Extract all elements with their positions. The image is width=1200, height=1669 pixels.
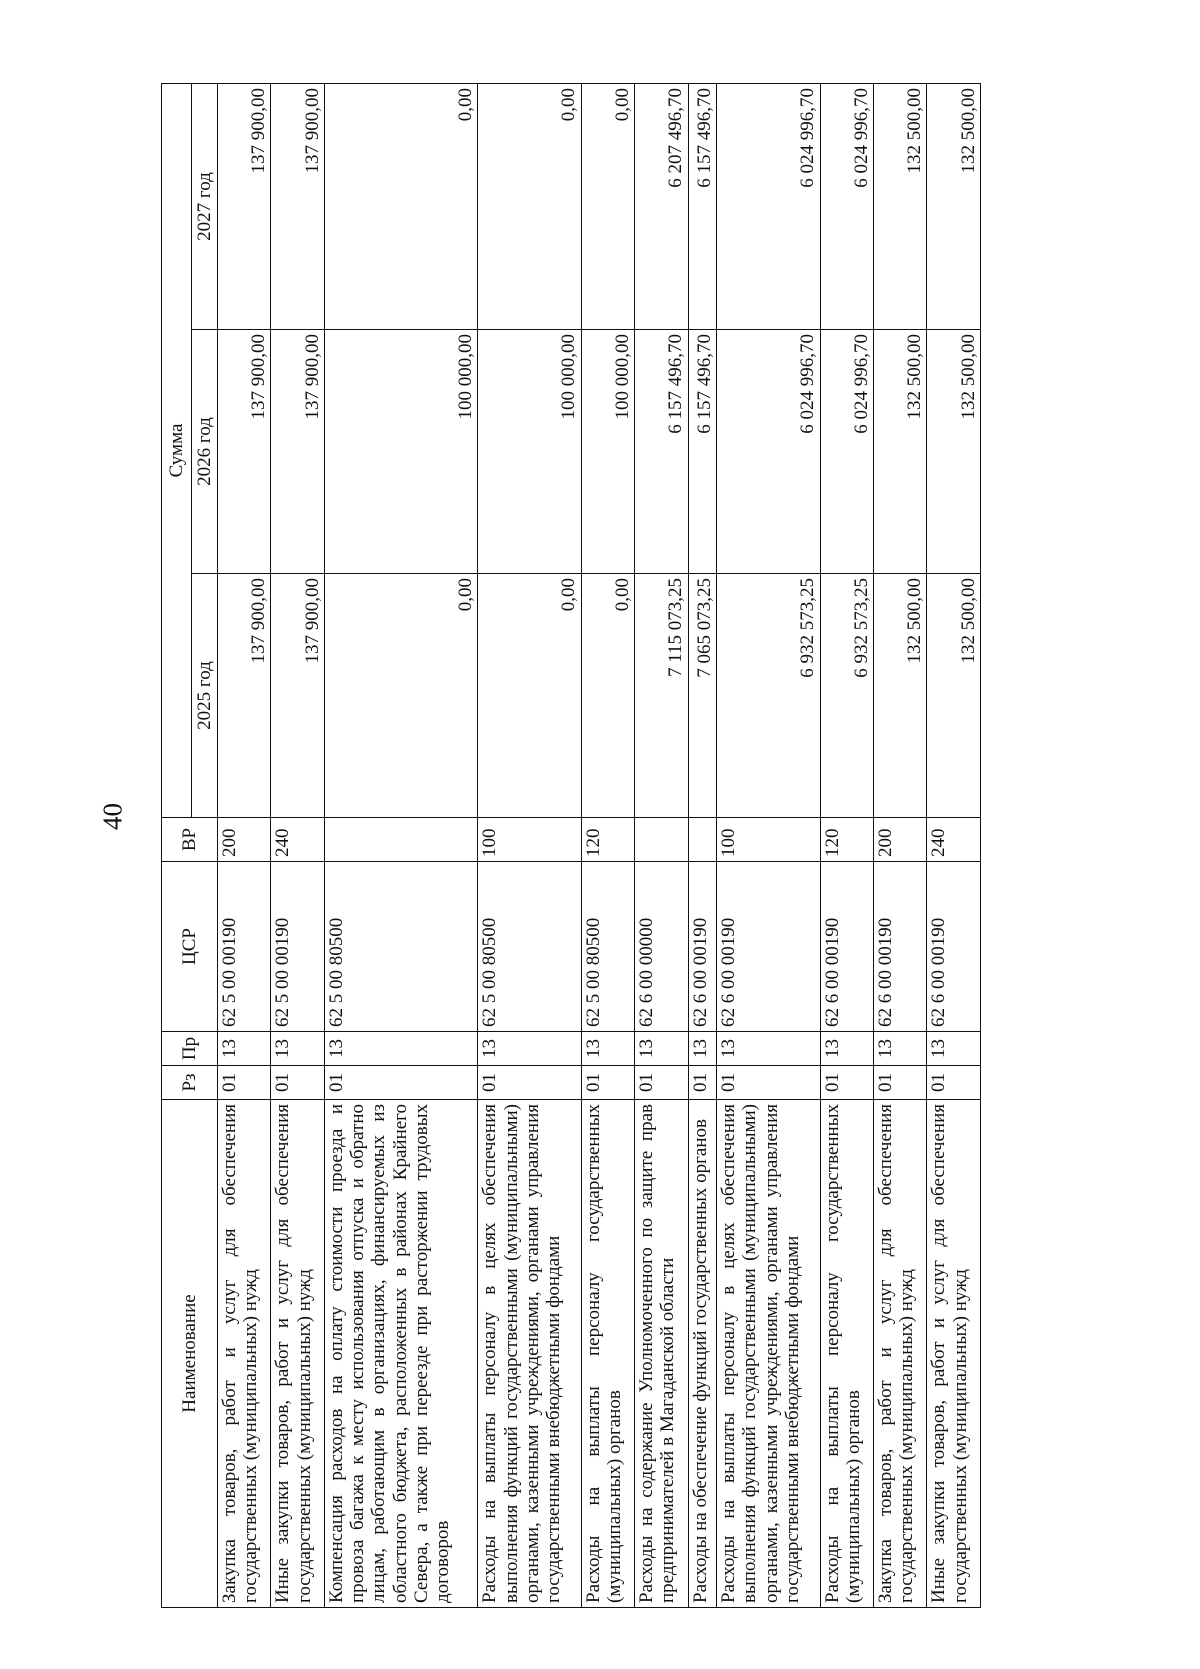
table-row <box>324 84 477 1608</box>
cell-2025: 6 932 573,25 <box>717 574 820 818</box>
cell-2026: 100 000,00 <box>478 330 581 574</box>
header-rz: Рз <box>162 1066 218 1100</box>
cell-csr: 62 5 00 00190 <box>271 862 324 1032</box>
cell-pr: 13 <box>271 1032 324 1066</box>
cell-pr: 13 <box>688 1032 716 1066</box>
cell-rz: 01 <box>271 1066 324 1100</box>
cell-name: Расходы на выплаты персоналу государственных (муниципальных) органов <box>581 1100 634 1608</box>
header-vr: ВР <box>162 818 218 862</box>
cell-2027: 0,00 <box>581 84 634 330</box>
table-row <box>635 84 688 1608</box>
cell-vr <box>324 818 477 862</box>
cell-2027: 137 900,00 <box>271 84 324 330</box>
cell-2025: 6 932 573,25 <box>820 574 873 818</box>
cell-name: Расходы на содержание Уполномоченного по защите прав предпринимателей в Магаданской области <box>635 1100 688 1608</box>
cell-rz: 01 <box>820 1066 873 1100</box>
cell-pr: 13 <box>927 1032 981 1066</box>
table-row <box>927 84 981 1608</box>
cell-csr: 62 6 00 00190 <box>820 862 873 1032</box>
cell-csr: 62 5 00 80500 <box>478 862 581 1032</box>
budget-table <box>161 83 981 1608</box>
header-2027: 2027 год <box>192 84 218 330</box>
cell-pr: 13 <box>581 1032 634 1066</box>
table-row <box>874 84 927 1608</box>
cell-2027: 132 500,00 <box>874 84 927 330</box>
cell-2025: 137 900,00 <box>271 574 324 818</box>
cell-2025: 0,00 <box>324 574 477 818</box>
cell-2026: 6 157 496,70 <box>688 330 716 574</box>
cell-vr: 120 <box>581 818 634 862</box>
cell-vr: 100 <box>478 818 581 862</box>
cell-vr <box>688 818 716 862</box>
cell-2026: 6 024 996,70 <box>820 330 873 574</box>
cell-2025: 0,00 <box>581 574 634 818</box>
cell-2027: 137 900,00 <box>218 84 271 330</box>
table-header <box>162 84 218 1608</box>
cell-name: Расходы на выплаты персоналу в целях обеспечения выполнения функций государственными (муниципальными) органами, казенными учреждениями, органами управления государственными внебюджетными фондами <box>478 1100 581 1608</box>
cell-pr: 13 <box>478 1032 581 1066</box>
cell-2025: 0,00 <box>478 574 581 818</box>
header-2026: 2026 год <box>192 330 218 574</box>
cell-2027: 132 500,00 <box>927 84 981 330</box>
cell-csr: 62 5 00 80500 <box>581 862 634 1032</box>
cell-2025: 132 500,00 <box>874 574 927 818</box>
budget-table-wrapper <box>161 84 981 1608</box>
cell-name: Компенсация расходов на оплату стоимости проезда и провоза багажа к месту использования отпуска и обратно лицам, работающим в организациях, финансируемых из областного бюджета, расположенных в районах Крайнего Севера, а также при переезде при расторжении трудовых договоров <box>324 1100 477 1608</box>
cell-2026: 132 500,00 <box>927 330 981 574</box>
cell-rz: 01 <box>218 1066 271 1100</box>
cell-rz: 01 <box>478 1066 581 1100</box>
cell-2027: 6 157 496,70 <box>688 84 716 330</box>
cell-pr: 13 <box>874 1032 927 1066</box>
cell-vr: 120 <box>820 818 873 862</box>
cell-2027: 6 207 496,70 <box>635 84 688 330</box>
header-csr: ЦСР <box>162 862 218 1032</box>
cell-pr: 13 <box>218 1032 271 1066</box>
cell-rz: 01 <box>324 1066 477 1100</box>
cell-2025: 137 900,00 <box>218 574 271 818</box>
header-pr: Пр <box>162 1032 218 1066</box>
cell-2025: 7 115 073,25 <box>635 574 688 818</box>
cell-name: Иные закупки товаров, работ и услуг для обеспечения государственных (муниципальных) нужд <box>271 1100 324 1608</box>
cell-name: Закупка товаров, работ и услуг для обеспечения государственных (муниципальных) нужд <box>874 1100 927 1608</box>
page-number: 40 <box>97 803 128 830</box>
cell-csr: 62 6 00 00190 <box>927 862 981 1032</box>
cell-pr: 13 <box>635 1032 688 1066</box>
cell-name: Закупка товаров, работ и услуг для обеспечения государственных (муниципальных) нужд <box>218 1100 271 1608</box>
cell-2025: 132 500,00 <box>927 574 981 818</box>
cell-csr: 62 6 00 00190 <box>874 862 927 1032</box>
cell-pr: 13 <box>820 1032 873 1066</box>
cell-csr: 62 5 00 80500 <box>324 862 477 1032</box>
cell-rz: 01 <box>874 1066 927 1100</box>
cell-name: Расходы на выплаты персоналу в целях обеспечения выполнения функций государственными (муниципальными) органами, казенными учреждениями, органами управления государственными внебюджетными фондами <box>717 1100 820 1608</box>
header-sum: Сумма <box>162 84 192 818</box>
cell-csr: 62 6 00 00000 <box>635 862 688 1032</box>
cell-pr: 13 <box>324 1032 477 1066</box>
table-body <box>218 84 981 1608</box>
cell-csr: 62 6 00 00190 <box>717 862 820 1032</box>
cell-vr: 100 <box>717 818 820 862</box>
cell-name: Расходы на обеспечение функций государственных органов <box>688 1100 716 1608</box>
table-row <box>688 84 716 1608</box>
cell-pr: 13 <box>717 1032 820 1066</box>
cell-csr: 62 6 00 00190 <box>688 862 716 1032</box>
cell-vr <box>635 818 688 862</box>
cell-2026: 6 157 496,70 <box>635 330 688 574</box>
cell-rz: 01 <box>717 1066 820 1100</box>
table-row <box>271 84 324 1608</box>
cell-2027: 6 024 996,70 <box>717 84 820 330</box>
cell-2027: 6 024 996,70 <box>820 84 873 330</box>
cell-2027: 0,00 <box>324 84 477 330</box>
cell-2026: 6 024 996,70 <box>717 330 820 574</box>
table-row <box>478 84 581 1608</box>
cell-2026: 137 900,00 <box>218 330 271 574</box>
table-row <box>581 84 634 1608</box>
cell-vr: 200 <box>874 818 927 862</box>
cell-vr: 200 <box>218 818 271 862</box>
cell-rz: 01 <box>927 1066 981 1100</box>
cell-vr: 240 <box>927 818 981 862</box>
cell-2027: 0,00 <box>478 84 581 330</box>
cell-2026: 100 000,00 <box>324 330 477 574</box>
cell-2025: 7 065 073,25 <box>688 574 716 818</box>
cell-csr: 62 5 00 00190 <box>218 862 271 1032</box>
cell-2026: 137 900,00 <box>271 330 324 574</box>
cell-name: Иные закупки товаров, работ и услуг для обеспечения государственных (муниципальных) нужд <box>927 1100 981 1608</box>
cell-vr: 240 <box>271 818 324 862</box>
cell-rz: 01 <box>581 1066 634 1100</box>
table-row <box>820 84 873 1608</box>
cell-rz: 01 <box>635 1066 688 1100</box>
cell-2026: 132 500,00 <box>874 330 927 574</box>
header-2025: 2025 год <box>192 574 218 818</box>
table-row <box>218 84 271 1608</box>
cell-rz: 01 <box>688 1066 716 1100</box>
header-name: Наименование <box>162 1100 218 1608</box>
cell-2026: 100 000,00 <box>581 330 634 574</box>
cell-name: Расходы на выплаты персоналу государственных (муниципальных) органов <box>820 1100 873 1608</box>
table-row <box>717 84 820 1608</box>
